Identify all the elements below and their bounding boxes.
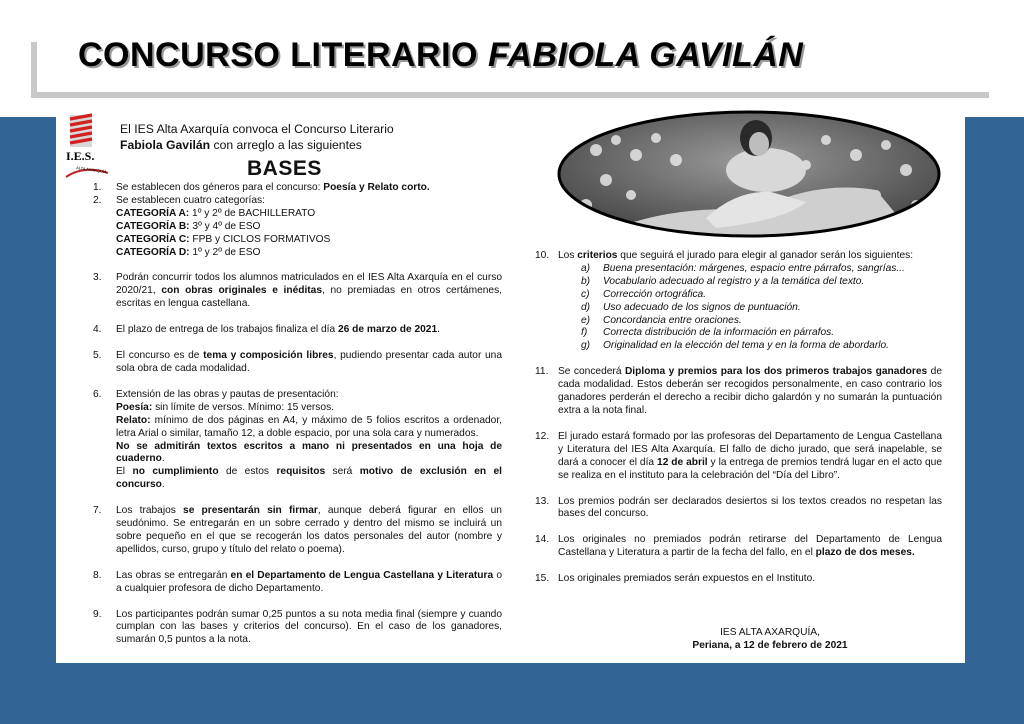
- intro-line1: El IES Alta Axarquía convoca el Concurso Literario: [120, 122, 394, 136]
- rule-2: 2. Se establecen cuatro categorías: CATEGORÍA A: 1º y 2º de BACHILLERATO CATEGORÍA B: 3º y 4º de ESO CATEGORÍA C: FPB y CICLOS FORMATIVOS CATEGORÍA D: 1º y 2º de ESO: [93, 194, 331, 258]
- criterion-item: e) Concordancia entre oraciones.: [581, 314, 742, 326]
- rule-11: 11. Se concederá Diploma y premios para los dos primeros trabajos ganadores de cada modalidad. Estos deberán ser recogidos personalmente, en caso contrario los ganadores perderán el derecho a recibir dicho galardón y no sumarán la puntuación extra a la nota final.: [535, 366, 942, 416]
- rule-5: 5. El concurso es de tema y composición libres, pudiendo presentar cada autor una sola obra de cada modalidad.: [93, 350, 503, 374]
- signature-date: Periana, a 12 de febrero de 2021: [692, 640, 848, 651]
- criterion-item: b) Vocabulario adecuado al registro y a la temática del texto.: [581, 275, 865, 287]
- rule-7: 7. Los trabajos se presentarán sin firmar, aunque deberá figurar en ellos un seudónimo. Se entregarán en un sobre cerrado y dentro del mismo se incluirá un sobre pequeño en el que se recogerán los datos personales del autor (nombre y apellidos, curso, grupo y título del relato o poema).: [93, 505, 502, 555]
- title-name: FABIOLA GAVILÁN: [487, 36, 804, 74]
- rule-9: 9. Los participantes podrán sumar 0,25 puntos a su nota media final (siempre y cuando cumplan con las bases y criterios del concurso). En el caso de los ganadores, sumarán 0,5 puntos a la nota.: [93, 608, 502, 646]
- rule-8: 8. Las obras se entregarán en el Departamento de Lengua Castellana y Literatura o a cualquier profesora de dicho Departamento.: [93, 569, 502, 594]
- title-frame-left: [31, 42, 37, 98]
- criterion-item: a) Buena presentación: márgenes, espacio entre párrafos, sangrías...: [581, 262, 905, 274]
- title-main: CONCURSO LITERARIO: [78, 36, 478, 74]
- rule-13: 13. Los premios podrán ser declarados desiertos si los textos creados no respetan las bases del concurso.: [535, 495, 942, 520]
- criterion-item: d) Uso adecuado de los signos de puntuación.: [581, 301, 801, 313]
- criterion-item: c) Corrección ortográfica.: [581, 288, 707, 300]
- criterion-item: g) Originalidad en la elección del tema y en la forma de abordarlo.: [581, 340, 889, 352]
- logo-text: I.E.S.: [66, 149, 95, 163]
- rule-1: 1. Se establecen dos géneros para el concurso: Poesía y Relato corto.: [93, 182, 430, 193]
- bases-heading: BASES: [247, 157, 322, 180]
- rules-left-column: [56, 182, 502, 647]
- rule-10: 10. Los criterios que seguirá el jurado para elegir al ganador serán los siguientes: a) Buena presentación: márgenes, espacio entre párrafos, sangrías... b) Vocabulario adecuado al registro y a la temática del texto. c) Corrección ortográfica. d) Uso adecuado de los signos de puntuación. e) Concordancia entre oraciones. f) Correcta distribución de la información en párrafos. g) Originalidad en la elección del tema y en la forma de abordarlo.: [498, 250, 942, 353]
- ies-logo: [64, 113, 110, 185]
- rule-4: 4. El plazo de entrega de los trabajos finaliza el día 26 de marzo de 2021.: [93, 324, 440, 336]
- signature-institution: IES ALTA AXARQUÍA,: [720, 627, 820, 638]
- intro-line2: Fabiola Gavilán con arreglo a las siguientes: [120, 138, 362, 152]
- rules-right-column: [498, 250, 942, 586]
- rule-6: 6. Extensión de las obras y pautas de presentación: Poesía: sin límite de versos. Mínimo: 15 versos. Relato: mínimo de dos páginas en A4, y máximo de 5 folios escritos a ordenador, letra Arial o similar, tamaño 12, a doble espacio, por una sola cara y numerados. No se admitirán textos escritos a mano ni presentados en una hoja de cuaderno. El no cumplimiento de estos requisitos será motivo de exclusión en el concurso.: [93, 388, 503, 491]
- rule-3: 3. Podrán concurrir todos los alumnos matriculados en el IES Alta Axarquía en el curso 2020/21, con obras originales e inéditas, no premiadas en otros certámenes, escritas en lengua castellana.: [93, 272, 503, 310]
- logo-subtext: ALTA AXARQUÍA: [75, 165, 108, 175]
- intro-text: [120, 121, 394, 153]
- criteria-list: [558, 263, 942, 353]
- signature-block: [650, 626, 890, 652]
- rule-14: 14. Los originales no premiados podrán retirarse del Departamento de Lengua Castellana y Literatura a partir de la fecha del fallo, en el plazo de dos meses.: [535, 534, 942, 559]
- rule-12: 12. El jurado estará formado por las profesoras del Departamento de Lengua Castellana y Literatura del IES Alta Axarquía. El fallo de dicho jurado, que será inapelable, se dará a conocer el día 12 de abril y la entrega de premios tendrá lugar en el acto que se realiza en el instituto para la celebración del “Día del Libro”.: [535, 430, 943, 481]
- portrait-photo: [556, 110, 942, 238]
- criterion-item: f) Correcta distribución de la información en párrafos.: [581, 327, 835, 339]
- page-title: [78, 36, 803, 75]
- title-frame-bottom: [31, 92, 989, 98]
- rule-15: 15. Los originales premiados serán expuestos en el Instituto.: [535, 573, 816, 585]
